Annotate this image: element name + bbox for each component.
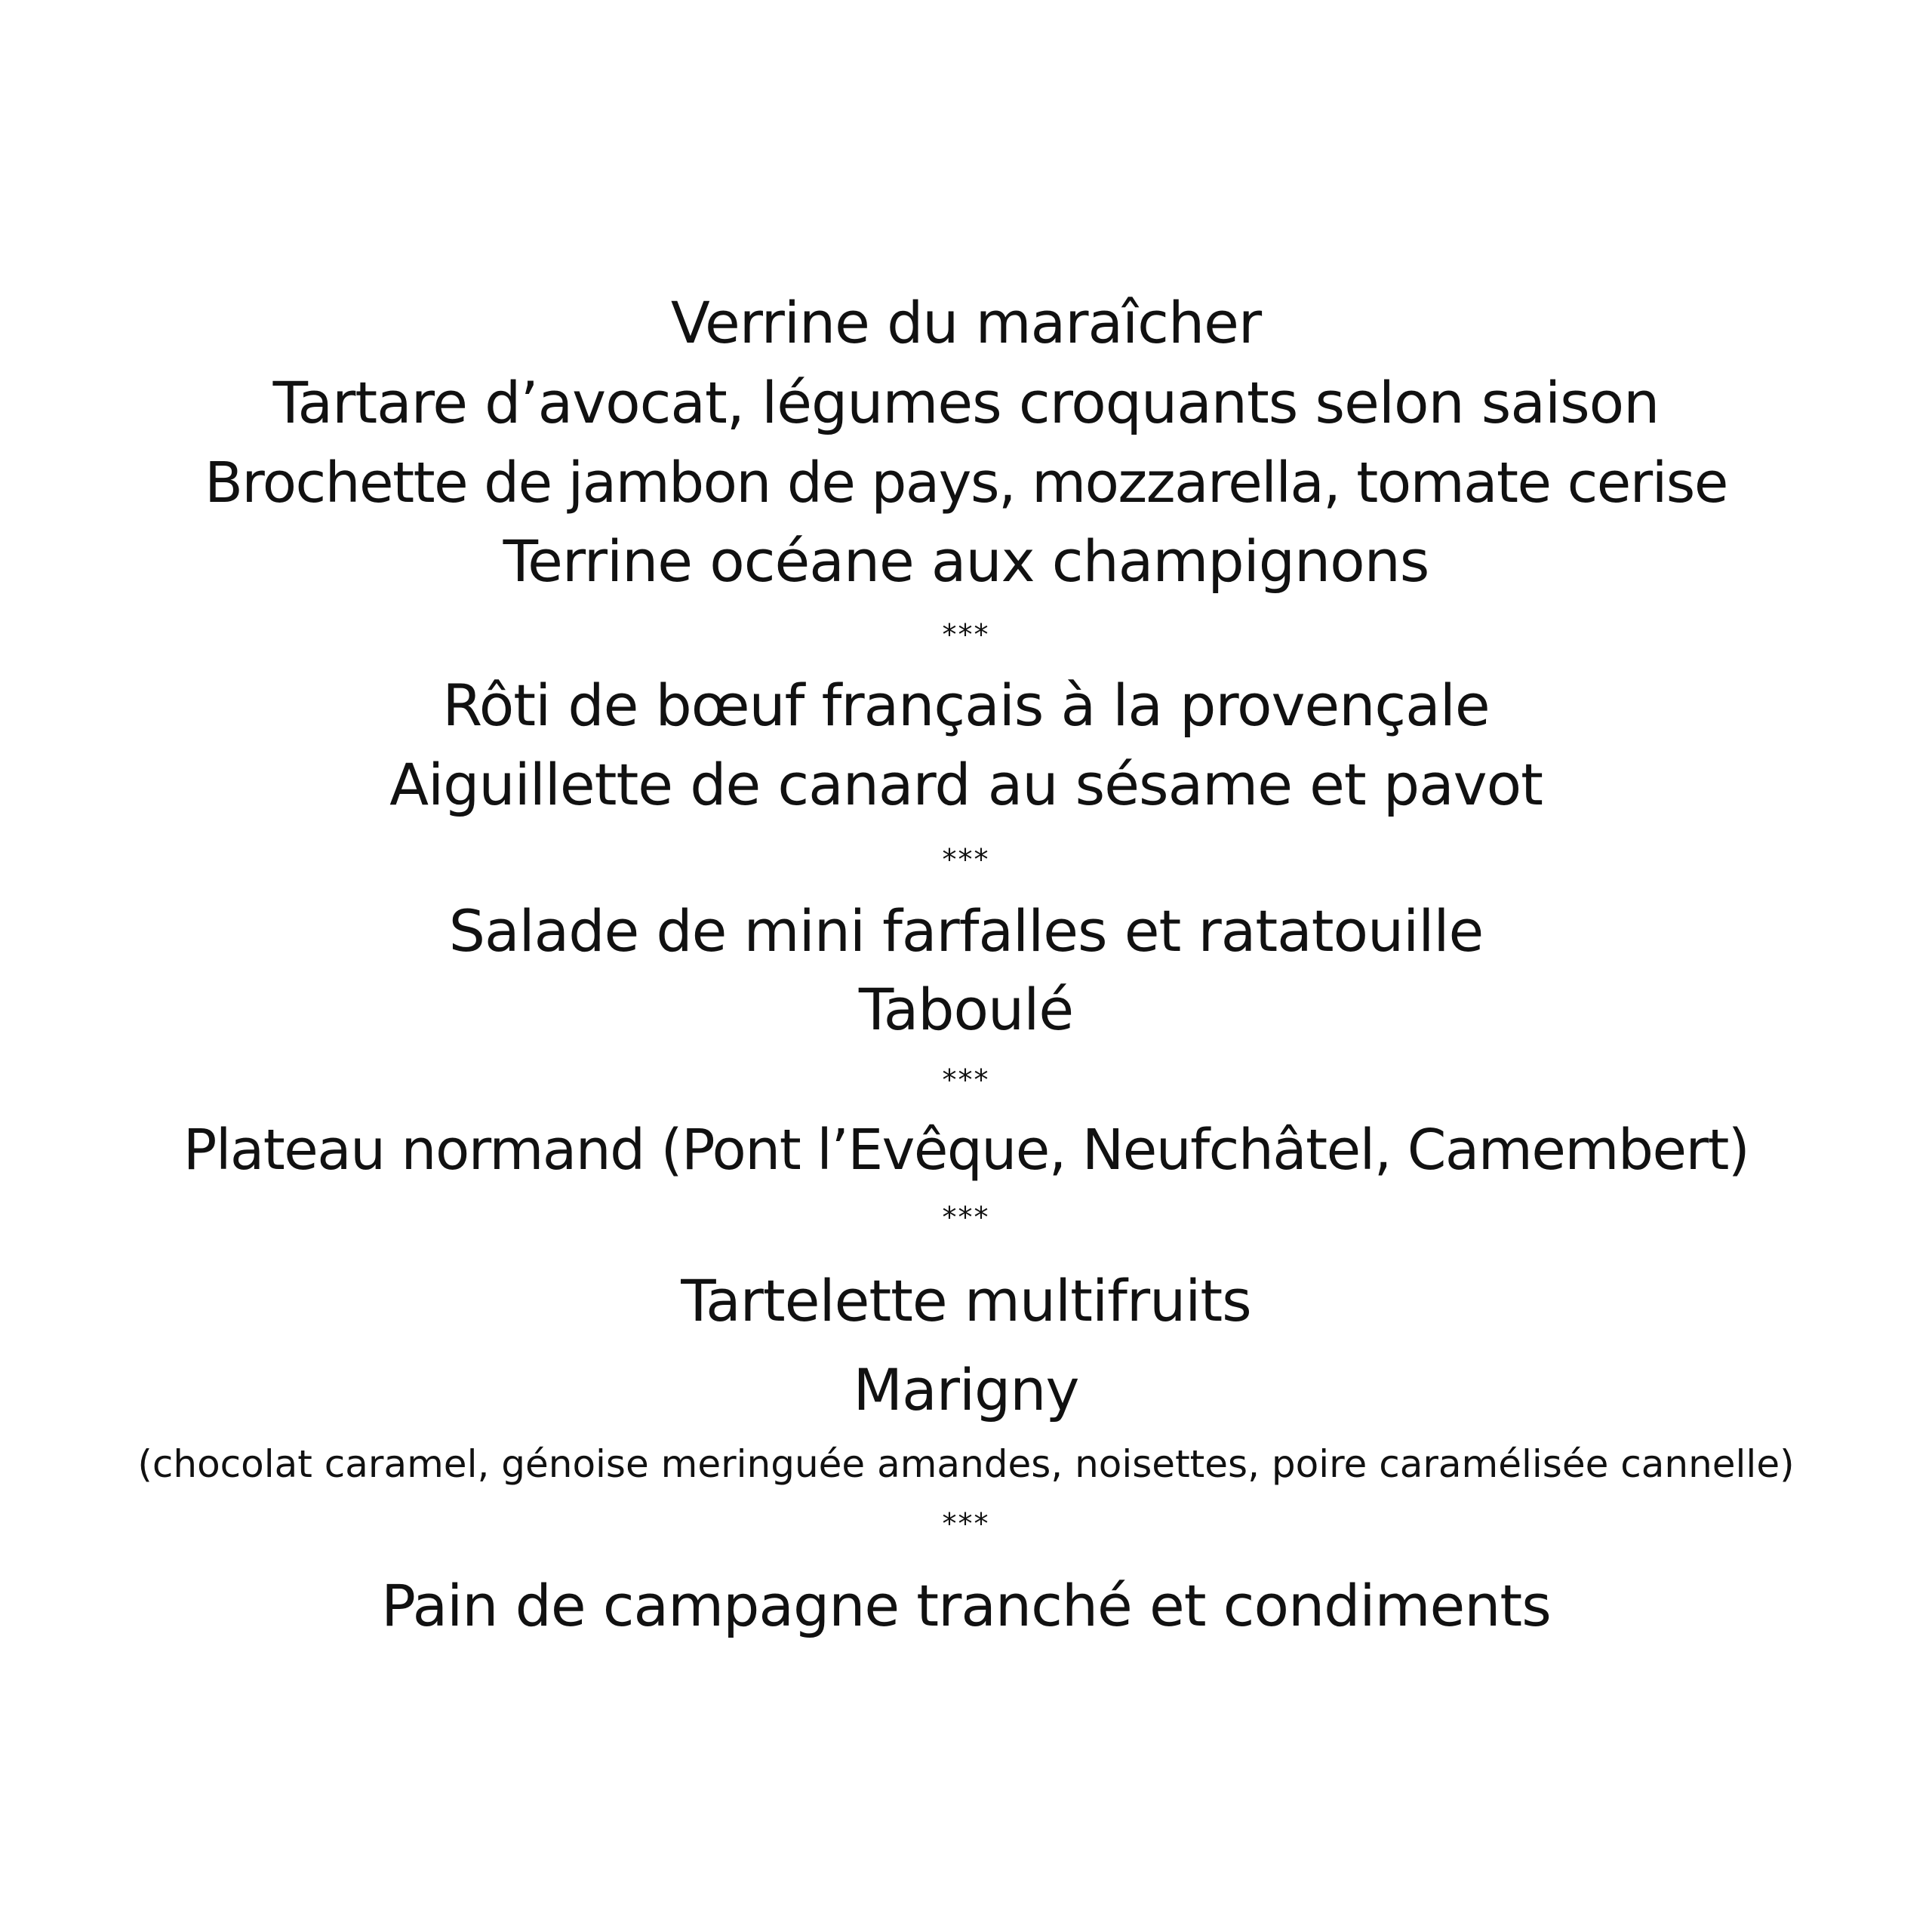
dessert-tartelette: Tartelette multifruits [681, 1267, 1251, 1334]
dessert-marigny-description: (chocolat caramel, génoise meringuée amandes, noisettes, poire caramélisée cannelle) [137, 1442, 1795, 1486]
starter-verrine: Verrine du maraîcher [670, 289, 1262, 356]
main-aiguillette: Aiguillette de canard au sésame et pavot [389, 751, 1543, 818]
side-salade: Salade de mini farfalles et ratatouille [448, 897, 1484, 964]
separator: *** [942, 618, 990, 651]
separator: *** [942, 1507, 990, 1540]
starter-tartare: Tartare d’avocat, légumes croquants selon saison [272, 369, 1660, 436]
cheese-plateau: Plateau normand (Pont l’Evêque, Neufchâtel, Camembert) [183, 1118, 1749, 1183]
dessert-marigny: Marigny [853, 1356, 1079, 1423]
separator: *** [942, 1201, 990, 1234]
side-taboule: Taboulé [858, 976, 1074, 1043]
starter-terrine: Terrine océane aux champignons [503, 528, 1429, 595]
separator: *** [942, 843, 990, 876]
bread: Pain de campagne tranché et condiments [381, 1572, 1551, 1639]
main-roti: Rôti de bœuf français à la provençale [442, 672, 1490, 739]
separator: *** [942, 1063, 990, 1097]
starter-brochette: Brochette de jambon de pays, mozzarella, tomate cerise [205, 451, 1727, 515]
